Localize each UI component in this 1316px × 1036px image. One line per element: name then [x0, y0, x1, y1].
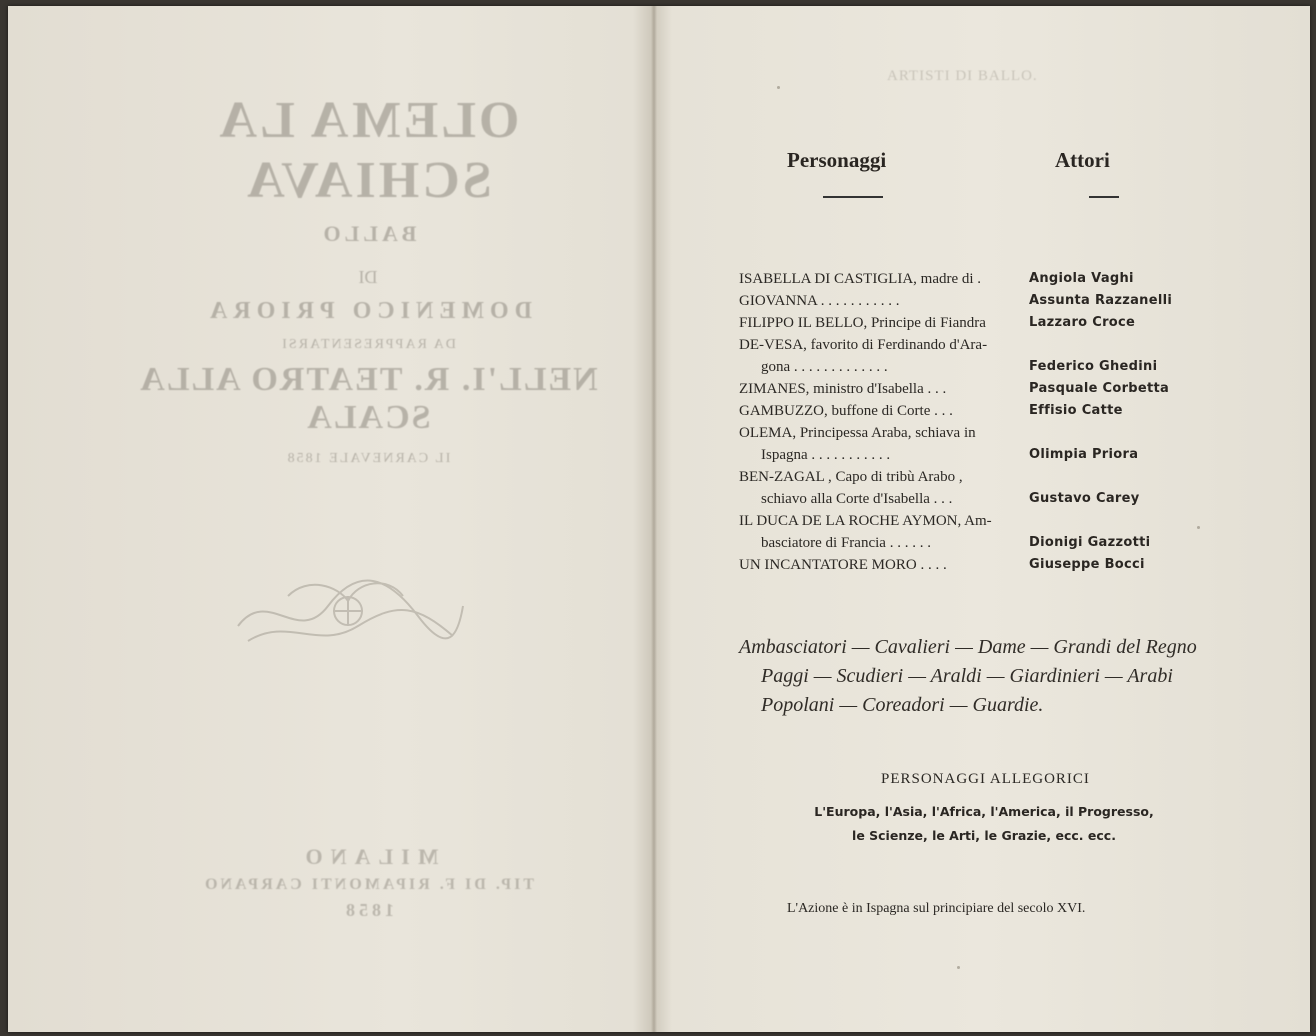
- book-spread: [8, 6, 1310, 1032]
- heading-personaggi: Personaggi: [787, 148, 887, 172]
- role-name: ISABELLA DI CASTIGLIA, madre di .: [739, 271, 982, 287]
- role-name: BEN-ZAGAL , Capo di tribù Arabo ,: [739, 469, 963, 485]
- cast-row: [739, 334, 1199, 356]
- role-name: IL DUCA DE LA ROCHE AYMON, Am-: [739, 513, 992, 529]
- cast-list: [739, 268, 1199, 576]
- actor-name: Federico Ghedini: [1029, 359, 1158, 374]
- bleed-author: DOMENICO PRIORA: [204, 298, 532, 324]
- allegorici-title: PERSONAGGI ALLEGORICI: [881, 771, 1090, 787]
- extras-list: [739, 633, 1259, 720]
- bleed-di: DI: [358, 267, 378, 287]
- bleed-note: DA RAPPRESENTARSI: [280, 337, 456, 352]
- actor-name: Assunta Razzanelli: [1029, 293, 1173, 308]
- bleed-title: OLEMA LA SCHIAVA: [216, 92, 520, 209]
- actor-name: Pasquale Corbetta: [1029, 381, 1170, 396]
- azione-note: L'Azione è in Ispagna sul principiare del secolo XVI.: [787, 901, 1086, 916]
- heading-attori: Attori: [1055, 148, 1110, 172]
- bleed-ornament-icon: [228, 566, 468, 656]
- bleed-season: IL CARNEVALE 1858: [285, 451, 451, 466]
- cast-row: [739, 356, 1199, 378]
- extras-line: Ambasciatori — Cavalieri — Dame — Grandi del Regno: [739, 636, 1197, 658]
- cast-row: [739, 290, 1199, 312]
- actor-name: Lazzaro Croce: [1029, 315, 1136, 330]
- cast-row: [739, 444, 1199, 466]
- bleed-subtitle: BALLO: [319, 221, 417, 246]
- cast-row: [739, 422, 1199, 444]
- bleed-through-imprint: [188, 844, 548, 921]
- actor-name: Olimpia Priora: [1029, 447, 1139, 462]
- rule-personaggi: [823, 196, 883, 198]
- cast-row: [739, 532, 1199, 554]
- bleed-city: MILANO: [297, 844, 439, 869]
- allegorici-list: [769, 800, 1199, 848]
- bleed-printer: TIP. DI F. RIPAMONTI CARPANO: [202, 876, 535, 893]
- cast-row: [739, 554, 1199, 576]
- rule-attori: [1089, 196, 1119, 198]
- paper-speck: [777, 86, 780, 89]
- right-page: [657, 6, 1310, 1032]
- cast-row: [739, 400, 1199, 422]
- actor-name: Giuseppe Bocci: [1029, 557, 1145, 572]
- actor-name: Dionigi Gazzotti: [1029, 535, 1151, 550]
- role-name: GAMBUZZO, buffone di Corte . . .: [739, 403, 953, 419]
- cast-row: [739, 378, 1199, 400]
- role-name: ZIMANES, ministro d'Isabella . . .: [739, 381, 947, 397]
- cast-row: [739, 488, 1199, 510]
- bleed-year: 1858: [342, 900, 394, 920]
- role-name: schiavo alla Corte d'Isabella . . .: [761, 491, 953, 507]
- extras-line: Paggi — Scudieri — Araldi — Giardinieri — Arabi: [761, 665, 1173, 687]
- role-name: DE-VESA, favorito di Ferdinando d'Ara-: [739, 337, 988, 353]
- role-name: FILIPPO IL BELLO, Principe di Fiandra: [739, 315, 986, 331]
- bleed-venue: NELL'I. R. TEATRO ALLA SCALA: [138, 361, 598, 436]
- allegorici-line: le Scienze, le Arti, le Grazie, ecc. ecc.: [852, 828, 1116, 843]
- allegorici-line: L'Europa, l'Asia, l'Africa, l'America, il Progresso,: [814, 804, 1154, 819]
- role-name: gona . . . . . . . . . . . . .: [761, 359, 888, 375]
- role-name: Ispagna . . . . . . . . . . .: [761, 447, 891, 463]
- left-page: [8, 6, 653, 1032]
- paper-speck: [957, 966, 960, 969]
- role-name: OLEMA, Principessa Araba, schiava in: [739, 425, 976, 441]
- actor-name: Effisio Catte: [1029, 403, 1123, 418]
- cast-row: [739, 510, 1199, 532]
- bleed-through-title-block: [98, 91, 638, 467]
- role-name: UN INCANTATORE MORO . . . .: [739, 557, 947, 573]
- actor-name: Gustavo Carey: [1029, 491, 1140, 506]
- role-name: GIOVANNA . . . . . . . . . . .: [739, 293, 900, 309]
- extras-line: Popolani — Coreadori — Guardie.: [761, 694, 1044, 716]
- cast-row: [739, 312, 1199, 334]
- actor-name: Angiola Vaghi: [1029, 271, 1134, 286]
- cast-row: [739, 268, 1199, 290]
- ghost-heading: ARTISTI DI BALLO.: [887, 68, 1038, 84]
- role-name: basciatore di Francia . . . . . .: [761, 535, 931, 551]
- cast-row: [739, 466, 1199, 488]
- paper-speck: [1197, 526, 1200, 529]
